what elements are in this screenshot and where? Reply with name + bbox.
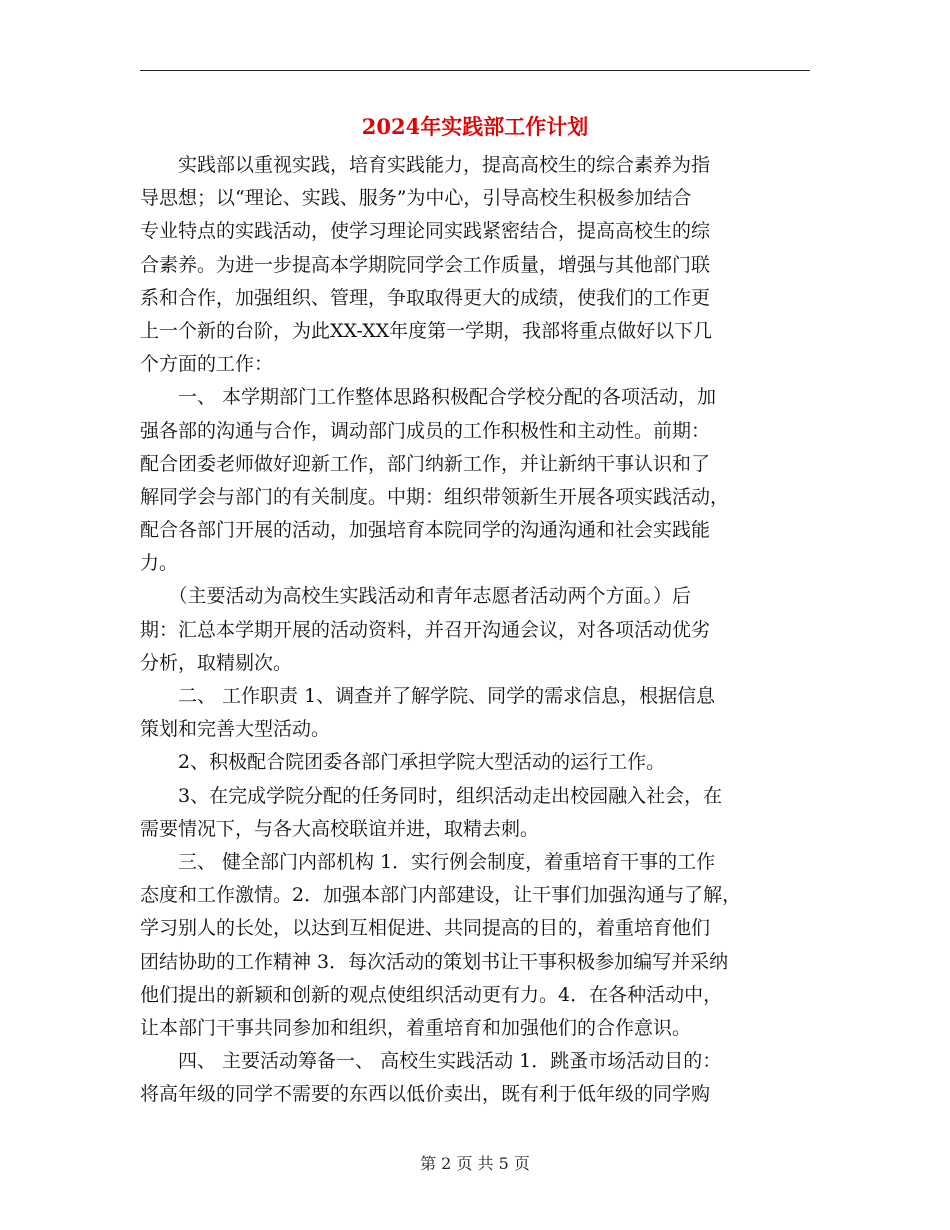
- body-line: 强各部的沟通与合作，调动部门成员的工作积极性和主动性。前期：: [140, 419, 711, 442]
- body-line: 二、 工作职责 1、调查并了解学院、同学的需求信息，根据信息: [140, 685, 716, 707]
- body-line: 解同学会与部门的有关制度。中期：组织带领新生开展各项实践活动，: [140, 485, 730, 508]
- document-body: [140, 149, 810, 1111]
- body-line: 态度和工作激情。2．加强本部门内部建设，让干事们加强沟通与了解，: [140, 884, 742, 907]
- body-line: 合素养。为进一步提高本学期院同学会工作质量，增强与其他部门联: [140, 253, 711, 276]
- body-line: 四、 主要活动筹备一、 高校生实践活动 1．跳蚤市场活动目的：: [140, 1050, 722, 1073]
- body-line: 期：汇总本学期开展的活动资料，并召开沟通会议，对各项活动优劣: [140, 618, 711, 641]
- body-line: 将高年级的同学不需要的东西以低价卖出，既有利于低年级的同学购: [140, 1083, 711, 1106]
- body-line: 系和合作，加强组织、管理，争取取得更大的成绩，使我们的工作更: [140, 286, 711, 309]
- body-line: （主要活动为高校生实践活动和青年志愿者活动两个方面。）后: [140, 585, 692, 608]
- body-line: 3、在完成学院分配的任务同时，组织活动走出校园融入社会，在: [140, 784, 723, 807]
- body-line: 导思想；以“理论、实践、服务”为中心，引导高校生积极参加结合: [140, 187, 692, 210]
- body-line: 力。: [140, 552, 179, 575]
- header-rule: [140, 70, 810, 71]
- body-line: 让本部门干事共同参加和组织，着重培育和加强他们的合作意识。: [140, 1016, 692, 1039]
- body-line: 上一个新的台阶，为此XX-XX年度第一学期，我部将重点做好以下几: [140, 319, 713, 342]
- body-line: 2、积极配合院团委各部门承担学院大型活动的运行工作。: [140, 751, 666, 774]
- body-line: 策划和完善大型活动。: [140, 718, 331, 741]
- body-line: 个方面的工作：: [140, 353, 274, 376]
- body-line: 他们提出的新颖和创新的观点使组织活动更有力。4．在各种活动中，: [140, 983, 723, 1006]
- body-line: 需要情况下，与各大高校联谊并进，取精去刺。: [140, 817, 540, 840]
- body-line: 三、 健全部门内部机构 1．实行例会制度，着重培育干事的工作: [140, 850, 716, 873]
- body-line: 专业特点的实践活动，使学习理论同实践紧密结合，提高高校生的综: [140, 220, 711, 243]
- body-line: 团结协助的工作精神 3．每次活动的策划书让干事积极参加编写并采纳: [140, 950, 729, 973]
- body-line: 学习别人的长处，以达到互相促进、共同提高的目的，着重培育他们: [140, 917, 711, 940]
- body-line: 分析，取精剔次。: [140, 651, 293, 674]
- body-line: 配合团委老师做好迎新工作，部门纳新工作，并让新纳干事认识和了: [140, 452, 711, 475]
- body-line: 配合各部门开展的活动，加强培育本院同学的沟通沟通和社会实践能: [140, 519, 711, 542]
- page-number-footer: 第 2 页 共 5 页: [420, 1154, 530, 1173]
- document-title: 2024年实践部工作计划: [361, 114, 589, 139]
- body-line: 一、 本学期部门工作整体思路积极配合学校分配的各项活动，加: [140, 386, 717, 409]
- body-line: 实践部以重视实践，培育实践能力，提高高校生的综合素养为指: [140, 154, 711, 176]
